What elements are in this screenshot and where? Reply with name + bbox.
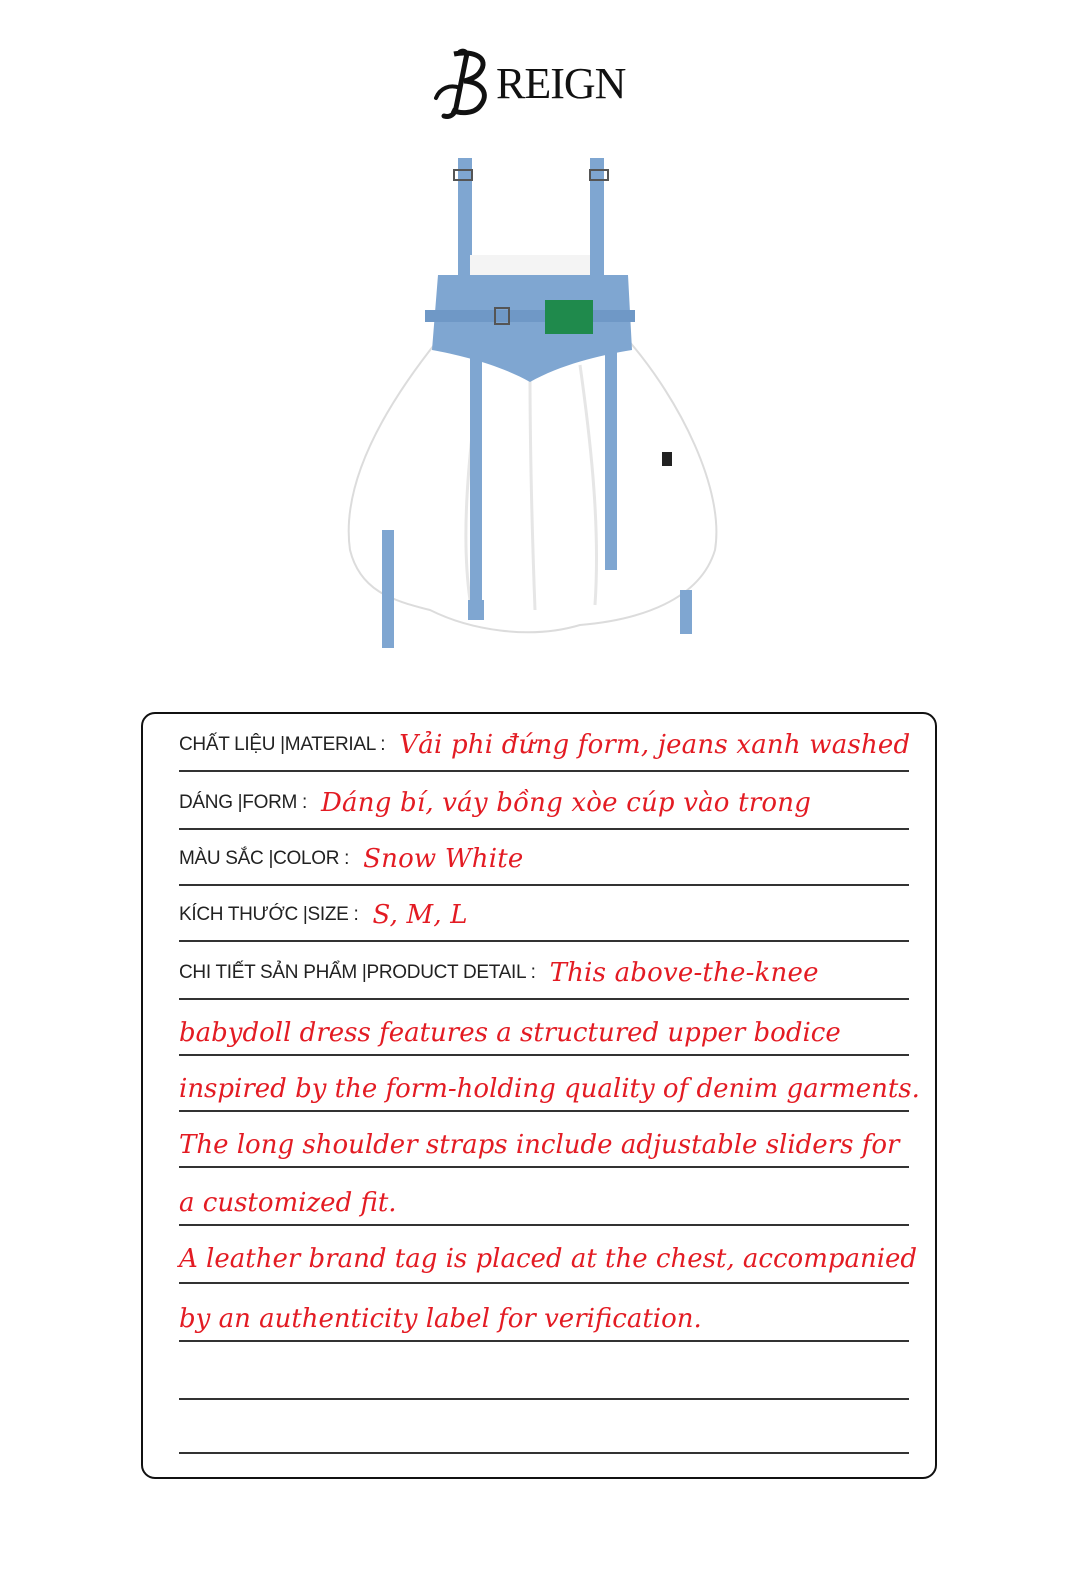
spec-value: Dáng bí, váy bồng xòe cúp vào trong (321, 788, 812, 818)
denim-belt (425, 310, 635, 322)
ruled-line (179, 884, 909, 886)
spec-label: DÁNG |FORM : (179, 792, 307, 813)
product-spec-card (141, 712, 937, 1479)
spec-value: Vải phi đứng form, jeans xanh washed (399, 730, 911, 760)
hanging-strap-far-left (382, 530, 394, 648)
detail-line: A leather brand tag is placed at the chest, accompanied (179, 1244, 918, 1274)
hanging-strap-right (605, 350, 617, 570)
detail-line: babydoll dress features a structured upper bodice (179, 1018, 841, 1048)
ruled-line (179, 1224, 909, 1226)
ruled-line (179, 1452, 909, 1454)
detail-line: a customized fit. (179, 1188, 397, 1218)
spec-value: This above-the-knee (549, 958, 819, 988)
ruled-line (179, 1110, 909, 1112)
detail-line: inspired by the form-holding quality of denim garments. (179, 1074, 920, 1104)
authenticity-label (662, 452, 672, 466)
reign-logo-mark-icon (430, 48, 494, 120)
ruled-line (179, 998, 909, 1000)
spec-label: CHẤT LIỆU |MATERIAL : (179, 734, 386, 755)
spec-row-size (179, 902, 919, 932)
spec-value: S, M, L (372, 900, 468, 930)
brand-name: REIGN (496, 59, 626, 108)
spec-label: KÍCH THƯỚC |SIZE : (179, 904, 359, 925)
spec-label: CHI TIẾT SẢN PHẨM |PRODUCT DETAIL : (179, 962, 536, 983)
ruled-line (179, 1282, 909, 1284)
brand-logo (430, 48, 650, 122)
ruled-line (179, 1340, 909, 1342)
spec-row-material (179, 732, 919, 762)
spec-row-form (179, 790, 919, 820)
dress-product-image (320, 150, 740, 660)
ruled-line (179, 828, 909, 830)
ruled-line (179, 940, 909, 942)
ruled-line (179, 770, 909, 772)
shoulder-strap-right (590, 158, 608, 276)
spec-row-color (179, 846, 919, 876)
ruled-line (179, 1166, 909, 1168)
detail-line: by an authenticity label for verification. (179, 1304, 702, 1334)
ruled-line (179, 1054, 909, 1056)
spec-label: MÀU SẮC |COLOR : (179, 848, 350, 869)
shoulder-strap-left (454, 158, 472, 276)
leather-brand-tag (545, 300, 593, 334)
hanging-strap-left (470, 350, 482, 610)
ruled-line (179, 1398, 909, 1400)
spec-row-product-detail (179, 960, 919, 990)
spec-value: Snow White (363, 844, 524, 874)
detail-line: The long shoulder straps include adjustable sliders for (179, 1130, 900, 1160)
